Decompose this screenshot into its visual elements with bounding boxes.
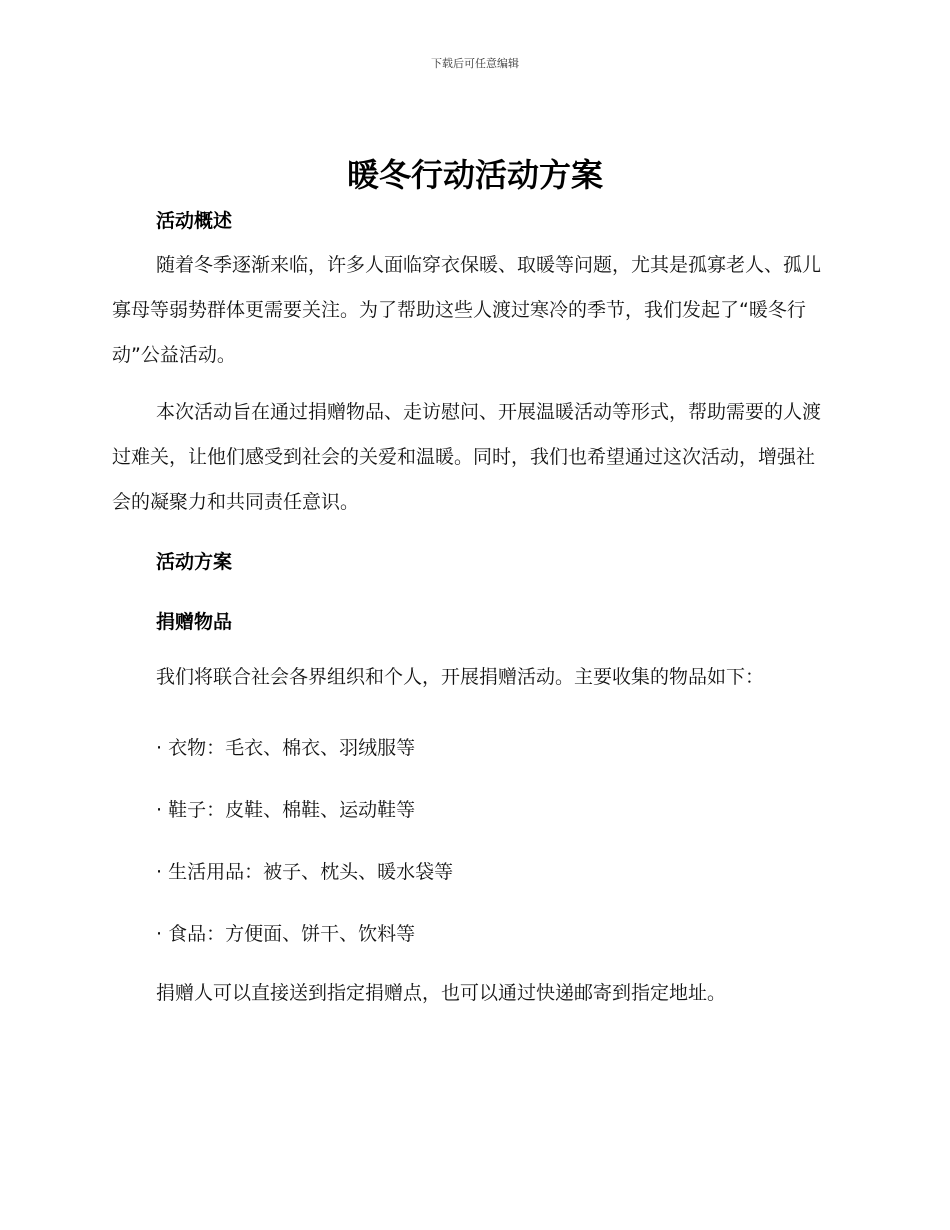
list-item: · 鞋子：皮鞋、棉鞋、运动鞋等 [156, 799, 416, 821]
page-title: 暖冬行动活动方案 [346, 156, 603, 194]
header-note: 下载后可任意编辑 [431, 57, 519, 70]
overview-paragraph-2: 本次活动旨在通过捐赠物品、走访慰问、开展温暖活动等形式，帮助需要的人渡过难关，让他们感受到社会的关爱和温暖。同时，我们也希望通过这次活动，增强社会的凝聚力和共同责任意识。 [112, 401, 822, 513]
list-item: · 食品：方便面、饼干、饮料等 [156, 923, 416, 945]
section-heading-donation: 捐赠物品 [156, 611, 233, 633]
section-heading-plan: 活动方案 [156, 551, 233, 573]
donation-note-paragraph: 捐赠人可以直接送到指定捐赠点，也可以通过快递邮寄到指定地址。 [156, 982, 727, 1004]
overview-paragraph-1: 随着冬季逐渐来临，许多人面临穿衣保暖、取暖等问题，尤其是孤寡老人、孤儿寡母等弱势群体更需要关注。为了帮助这些人渡过寒冷的季节，我们发起了“暖冬行动”公益活动。 [112, 254, 822, 366]
donation-intro-paragraph: 我们将联合社会各界组织和个人，开展捐赠活动。主要收集的物品如下： [156, 666, 765, 688]
document-body [112, 198, 832, 1016]
list-item: · 生活用品：被子、枕头、暖水袋等 [156, 861, 454, 883]
list-item: · 衣物：毛衣、棉衣、羽绒服等 [156, 737, 416, 759]
section-heading-overview: 活动概述 [156, 210, 233, 232]
